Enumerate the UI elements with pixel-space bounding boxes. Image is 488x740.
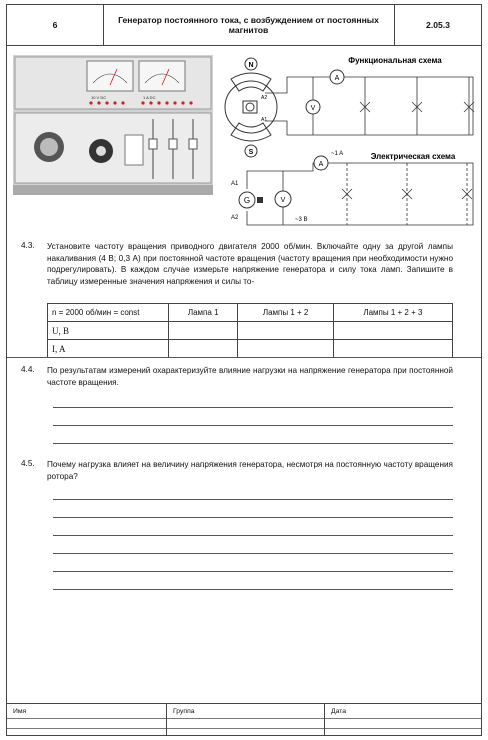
sheet-number: 6 xyxy=(7,5,104,45)
north-pole-label: N xyxy=(248,62,254,69)
lab-stand-photo xyxy=(13,55,213,195)
func-ammeter-label: A xyxy=(334,75,340,82)
voltage-reading: ~3 B xyxy=(295,217,308,223)
elec-voltmeter-label: V xyxy=(280,197,286,204)
task-4-3-number: 4.3. xyxy=(21,241,35,250)
answer-line[interactable] xyxy=(53,553,453,554)
answer-line[interactable] xyxy=(53,407,453,408)
table-cell-input[interactable] xyxy=(238,322,333,340)
table-cell-input[interactable] xyxy=(333,340,452,358)
answer-line[interactable] xyxy=(53,517,453,518)
worksheet-page xyxy=(6,4,482,736)
task-4-4-text: По результатам измерений охарактеризуйте влияние нагрузки на напряжение генератора при постоянной частоте вращения. xyxy=(47,366,453,387)
func-voltmeter-label: V xyxy=(310,105,316,112)
section-divider xyxy=(7,357,481,358)
table-header-row xyxy=(48,304,453,322)
circuit-schematics xyxy=(217,49,479,229)
table-cell-input[interactable] xyxy=(238,340,333,358)
table-header-cell: Лампа 1 xyxy=(169,304,238,322)
table-cell-input[interactable] xyxy=(169,340,238,358)
south-pole-label: S xyxy=(248,149,254,156)
footer-date-label: Дата xyxy=(331,708,347,715)
task-4-3-text: Установите частоту вращения приводного двигателя 2000 об/мин. Включайте одну за другой лампы накаливания (4 В; 0,3 А) при постоянной частоте вращения (частоту вращения при необходимости нужно подрегулировать). В каждом случае измерьте напряжение генератора и силу тока ламп. Запишите в таблицу измеренные значения напряжения и силы то- xyxy=(47,242,453,286)
functional-schema-title: Функциональная схема xyxy=(348,56,442,65)
footer-table xyxy=(7,703,481,736)
sheet-title: Генератор постоянного тока, с возбуждением от постоянных магнитов xyxy=(103,5,395,45)
footer-date-field[interactable] xyxy=(325,704,481,736)
sheet-code: 2.05.3 xyxy=(426,20,450,30)
answer-line[interactable] xyxy=(53,535,453,536)
answer-line[interactable] xyxy=(53,589,453,590)
answer-line[interactable] xyxy=(53,499,453,500)
generator-symbol-label: G xyxy=(243,196,251,205)
elec-ammeter-label: A xyxy=(318,161,324,168)
table-header-cell: n = 2000 об/мин = const xyxy=(48,304,169,322)
task-4-4-number: 4.4. xyxy=(21,365,35,374)
table-header-cell: Лампы 1 + 2 + 3 xyxy=(333,304,452,322)
row-label-voltage: U, B xyxy=(48,322,169,340)
table-header-cell: Лампы 1 + 2 xyxy=(238,304,333,322)
footer-group-field[interactable] xyxy=(167,704,325,736)
answer-line[interactable] xyxy=(53,571,453,572)
func-a2-label: A2 xyxy=(261,95,268,101)
measurement-table xyxy=(47,303,453,358)
task-4-5-text: Почему нагрузка влияет на величину напряжения генератора, несмотря на постоянную частоту вращения ротора? xyxy=(47,460,453,481)
current-reading: ~1 A xyxy=(331,151,344,157)
electrical-schema-title: Электрическая схема xyxy=(370,152,456,161)
footer-name-field[interactable] xyxy=(7,704,167,736)
footer-group-label: Группа xyxy=(173,708,195,715)
elec-a2-label: A2 xyxy=(231,215,239,221)
table-row xyxy=(48,322,453,340)
table-cell-input[interactable] xyxy=(333,322,452,340)
meter-left-label: 10 V DC xyxy=(91,95,107,100)
footer-name-label: Имя xyxy=(13,708,27,715)
answer-line[interactable] xyxy=(53,443,453,444)
task-4-5-number: 4.5. xyxy=(21,459,35,468)
table-cell-input[interactable] xyxy=(169,322,238,340)
row-label-current: I, A xyxy=(48,340,169,358)
answer-line[interactable] xyxy=(53,425,453,426)
func-a1-label: A1 xyxy=(261,117,268,123)
meter-right-label: 1 A DC xyxy=(143,95,156,100)
elec-a1-label: A1 xyxy=(231,181,239,187)
table-row xyxy=(48,340,453,358)
header-table xyxy=(7,5,481,46)
